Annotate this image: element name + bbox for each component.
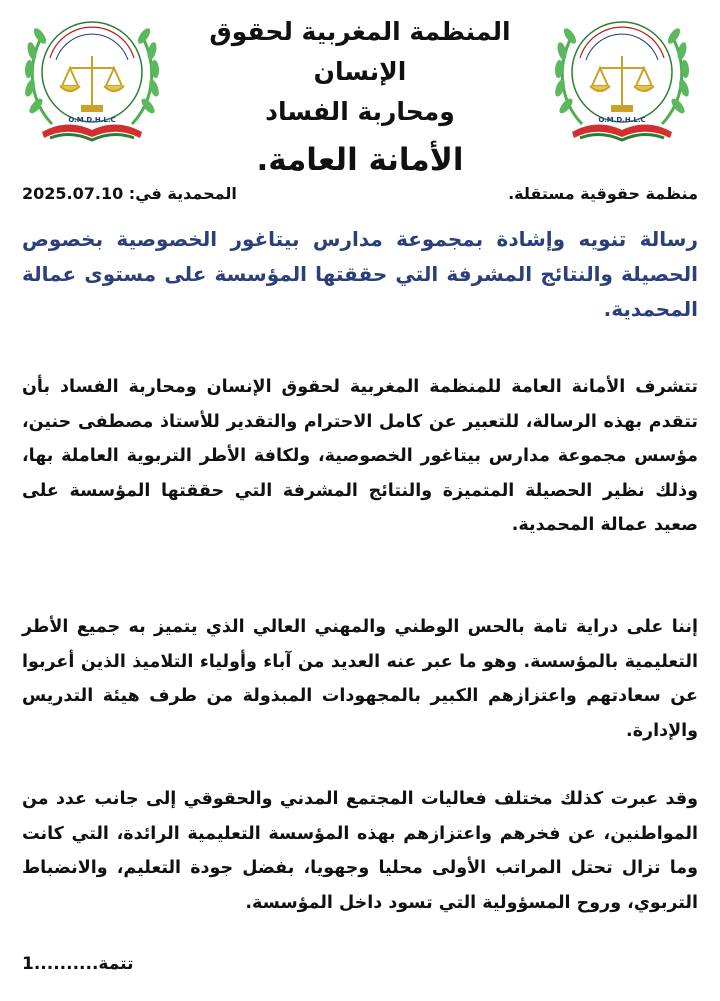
svg-text:O.M.D.H.L.C: O.M.D.H.L.C bbox=[598, 116, 646, 124]
letter-header bbox=[170, 12, 550, 182]
ribbon-icon bbox=[572, 124, 672, 140]
body-paragraph-1: تتشرف الأمانة العامة للمنظمة المغربية لحقوق الإنسان ومحاربة الفساد بأن تتقدم بهذه الرسالة، للتعبير عن كامل الاحترام والتقدير للأستاذ مصطفى حنين، مؤسس مجموعة مدارس بيتاغور الخصوصية، ولكافة الأطر التربوية العاملة بها، وذلك نظير الحصيلة المتميزة والنتائج المشرفة التي حققتها المؤسسة على صعيد عمالة المحمدية. bbox=[22, 377, 698, 535]
body-paragraph-2: إننا على دراية تامة بالحس الوطني والمهني العالي الذي يتميز به جميع الأطر التعليمية بالمؤسسة. وهو ما عبر عنه العديد من آباء وأولياء التلاميذ الذين أعربوا عن سعادتهم واعتزازهم الكبير بالمجهودات المبذولة من طرف هيئة التدريس والإدارة. bbox=[22, 617, 698, 741]
letter-meta bbox=[22, 184, 698, 210]
svg-text:O.M.D.H.L.C: O.M.D.H.L.C bbox=[68, 116, 116, 124]
organization-seal-right bbox=[552, 6, 692, 146]
organization-seal-left bbox=[22, 6, 162, 146]
organization-name-line1: المنظمة المغربية لحقوق الإنسان bbox=[209, 17, 511, 86]
letter-subject: رسالة تنويه وإشادة بمجموعة مدارس بيتاغور الخصوصية بخصوص الحصيلة والنتائج المشرفة التي حققتها المؤسسة على مستوى عمالة المحمدية. bbox=[22, 227, 698, 321]
body-paragraph-3: وقد عبرت كذلك مختلف فعاليات المجتمع المدني والحقوقي إلى جانب عدد من المواطنين، عن فخرهم واعتزازهم بهذه المؤسسة التعليمية الرائدة، التي كانت وما تزال تحتل المراتب الأولى محليا وجهويا، بفضل جودة التعليم، والانضباط التربوي، وروح المسؤولية التي تسود داخل المؤسسة. bbox=[22, 789, 698, 913]
organization-type: منظمة حقوقية مستقلة. bbox=[508, 184, 698, 203]
secretariat-heading: الأمانة العامة. bbox=[256, 142, 464, 178]
letter-date: المحمدية في: 2025.07.10 bbox=[22, 184, 237, 203]
ribbon-icon bbox=[42, 124, 142, 140]
page-continuation: تتمة..........1 bbox=[22, 954, 134, 974]
organization-name-line2: ومحاربة الفساد bbox=[265, 97, 455, 126]
